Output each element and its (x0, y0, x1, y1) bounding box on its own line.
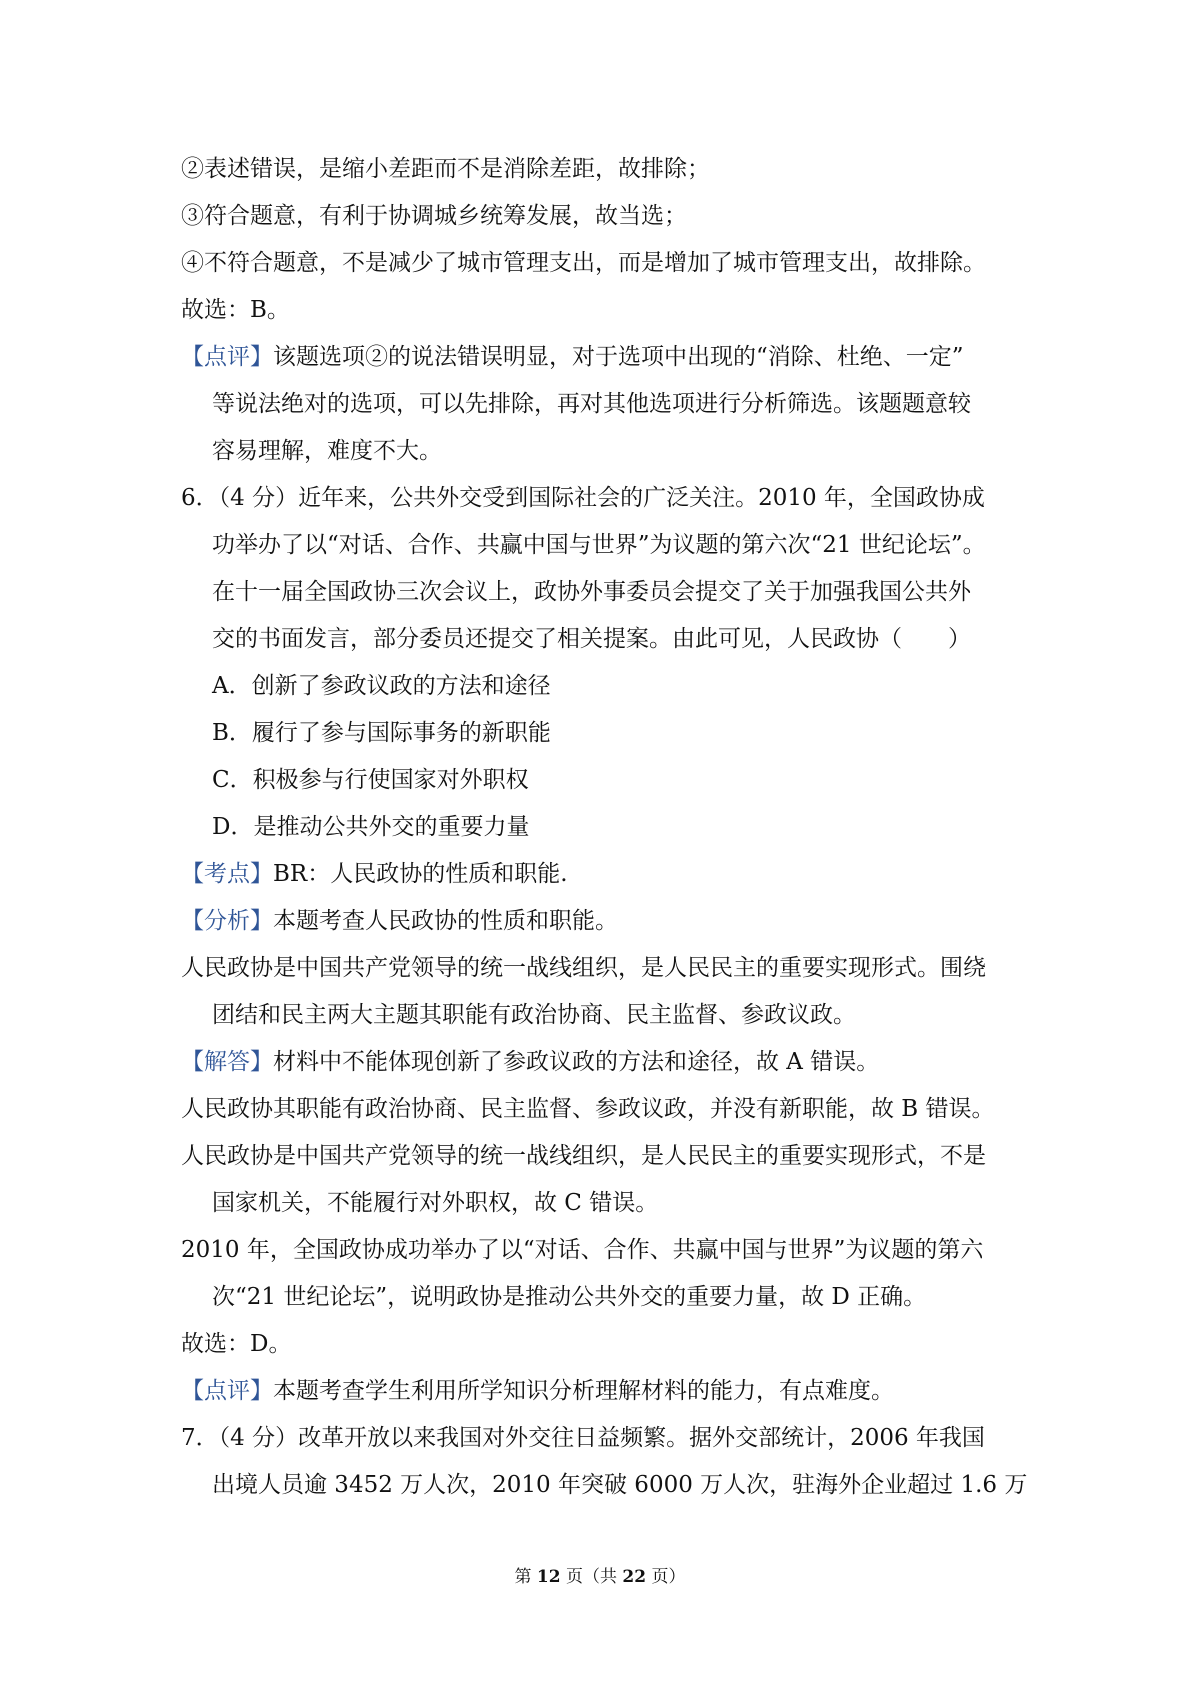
comment-tag-2: 【点评】 (181, 1378, 273, 1404)
jieda-tag: 【解答】 (181, 1049, 273, 1075)
footer-total-pages: 22 (622, 1567, 647, 1587)
fenxi-tag: 【分析】 (181, 908, 273, 934)
answer-d-line-cont: 次“21 世纪论坛”，说明政协是推动公共外交的重要力量，故 D 正确。 (212, 1284, 927, 1310)
comment-text: 该题选项②的说法错误明显，对于选项中出现的“消除、杜绝、一定” (273, 344, 964, 370)
answer-c-line: 人民政协是中国共产党领导的统一战线组织，是人民民主的重要实现形式，不是 (181, 1143, 986, 1169)
fenxi-paragraph (181, 898, 1041, 945)
page-content (181, 146, 1041, 1509)
fenxi-text-2: 人民政协是中国共产党领导的统一战线组织，是人民民主的重要实现形式。围绕 (181, 955, 986, 981)
comment-paragraph (181, 334, 1041, 381)
question-6-stem-cont: 交的书面发言，部分委员还提交了相关提案。由此可见，人民政协（ ） (212, 626, 971, 652)
jieda-text: 材料中不能体现创新了参政议政的方法和途径，故 A 错误。 (273, 1049, 880, 1075)
comment-text-cont: 容易理解，难度不大。 (212, 438, 442, 464)
footer-current-page: 12 (536, 1567, 561, 1587)
choice-line: 故选：D。 (181, 1331, 292, 1357)
text-line: ③符合题意，有利于协调城乡统筹发展，故当选； (181, 203, 687, 229)
question-7-stem-cont: 出境人员逾 3452 万人次，2010 年突破 6000 万人次，驻海外企业超过 1.6 万 (212, 1472, 1028, 1498)
footer-prefix: 第 (514, 1567, 537, 1587)
kaodian-tag: 【考点】 (181, 861, 273, 887)
footer-middle: 页（共 (560, 1567, 623, 1587)
question-7-stem: 7．（4 分）改革开放以来我国对外交往日益频繁。据外交部统计，2006 年我国 (181, 1425, 985, 1451)
answer-c-line-cont: 国家机关，不能履行对外职权，故 C 错误。 (212, 1190, 659, 1216)
comment-tag: 【点评】 (181, 344, 273, 370)
option-a: A．创新了参政议政的方法和途径 (212, 673, 551, 699)
text-line: ②表述错误，是缩小差距而不是消除差距，故排除； (181, 156, 710, 182)
option-b: B．履行了参与国际事务的新职能 (212, 720, 551, 746)
option-c: C．积极参与行使国家对外职权 (212, 767, 529, 793)
comment-paragraph-2 (181, 1368, 1041, 1415)
jieda-paragraph (181, 1039, 1041, 1086)
fenxi-text-2-cont: 团结和民主两大主题其职能有政治协商、民主监督、参政议政。 (212, 1002, 856, 1028)
fenxi-text: 本题考查人民政协的性质和职能。 (273, 908, 618, 934)
answer-b-line: 人民政协其职能有政治协商、民主监督、参政议政，并没有新职能，故 B 错误。 (181, 1096, 995, 1122)
question-6-stem: 6．（4 分）近年来，公共外交受到国际社会的广泛关注。2010 年，全国政协成 (181, 485, 985, 511)
comment-text-2: 本题考查学生利用所学知识分析理解材料的能力，有点难度。 (273, 1378, 894, 1404)
answer-d-line: 2010 年，全国政协成功举办了以“对话、合作、共赢中国与世界”为议题的第六 (181, 1237, 984, 1263)
question-6-stem-cont: 在十一届全国政协三次会议上，政协外事委员会提交了关于加强我国公共外 (212, 579, 971, 605)
option-d: D．是推动公共外交的重要力量 (212, 814, 530, 840)
text-line: ④不符合题意，不是减少了城市管理支出，而是增加了城市管理支出，故排除。 (181, 250, 986, 276)
kaodian-paragraph (181, 851, 1041, 898)
text-line: 故选：B。 (181, 297, 290, 323)
page-footer (0, 1562, 1200, 1587)
footer-suffix: 页） (646, 1567, 686, 1587)
question-6-stem-cont: 功举办了以“对话、合作、共赢中国与世界”为议题的第六次“21 世纪论坛”。 (212, 532, 986, 558)
kaodian-text: BR：人民政协的性质和职能. (273, 861, 568, 887)
comment-text-cont: 等说法绝对的选项，可以先排除，再对其他选项进行分析筛选。该题题意较 (212, 391, 971, 417)
